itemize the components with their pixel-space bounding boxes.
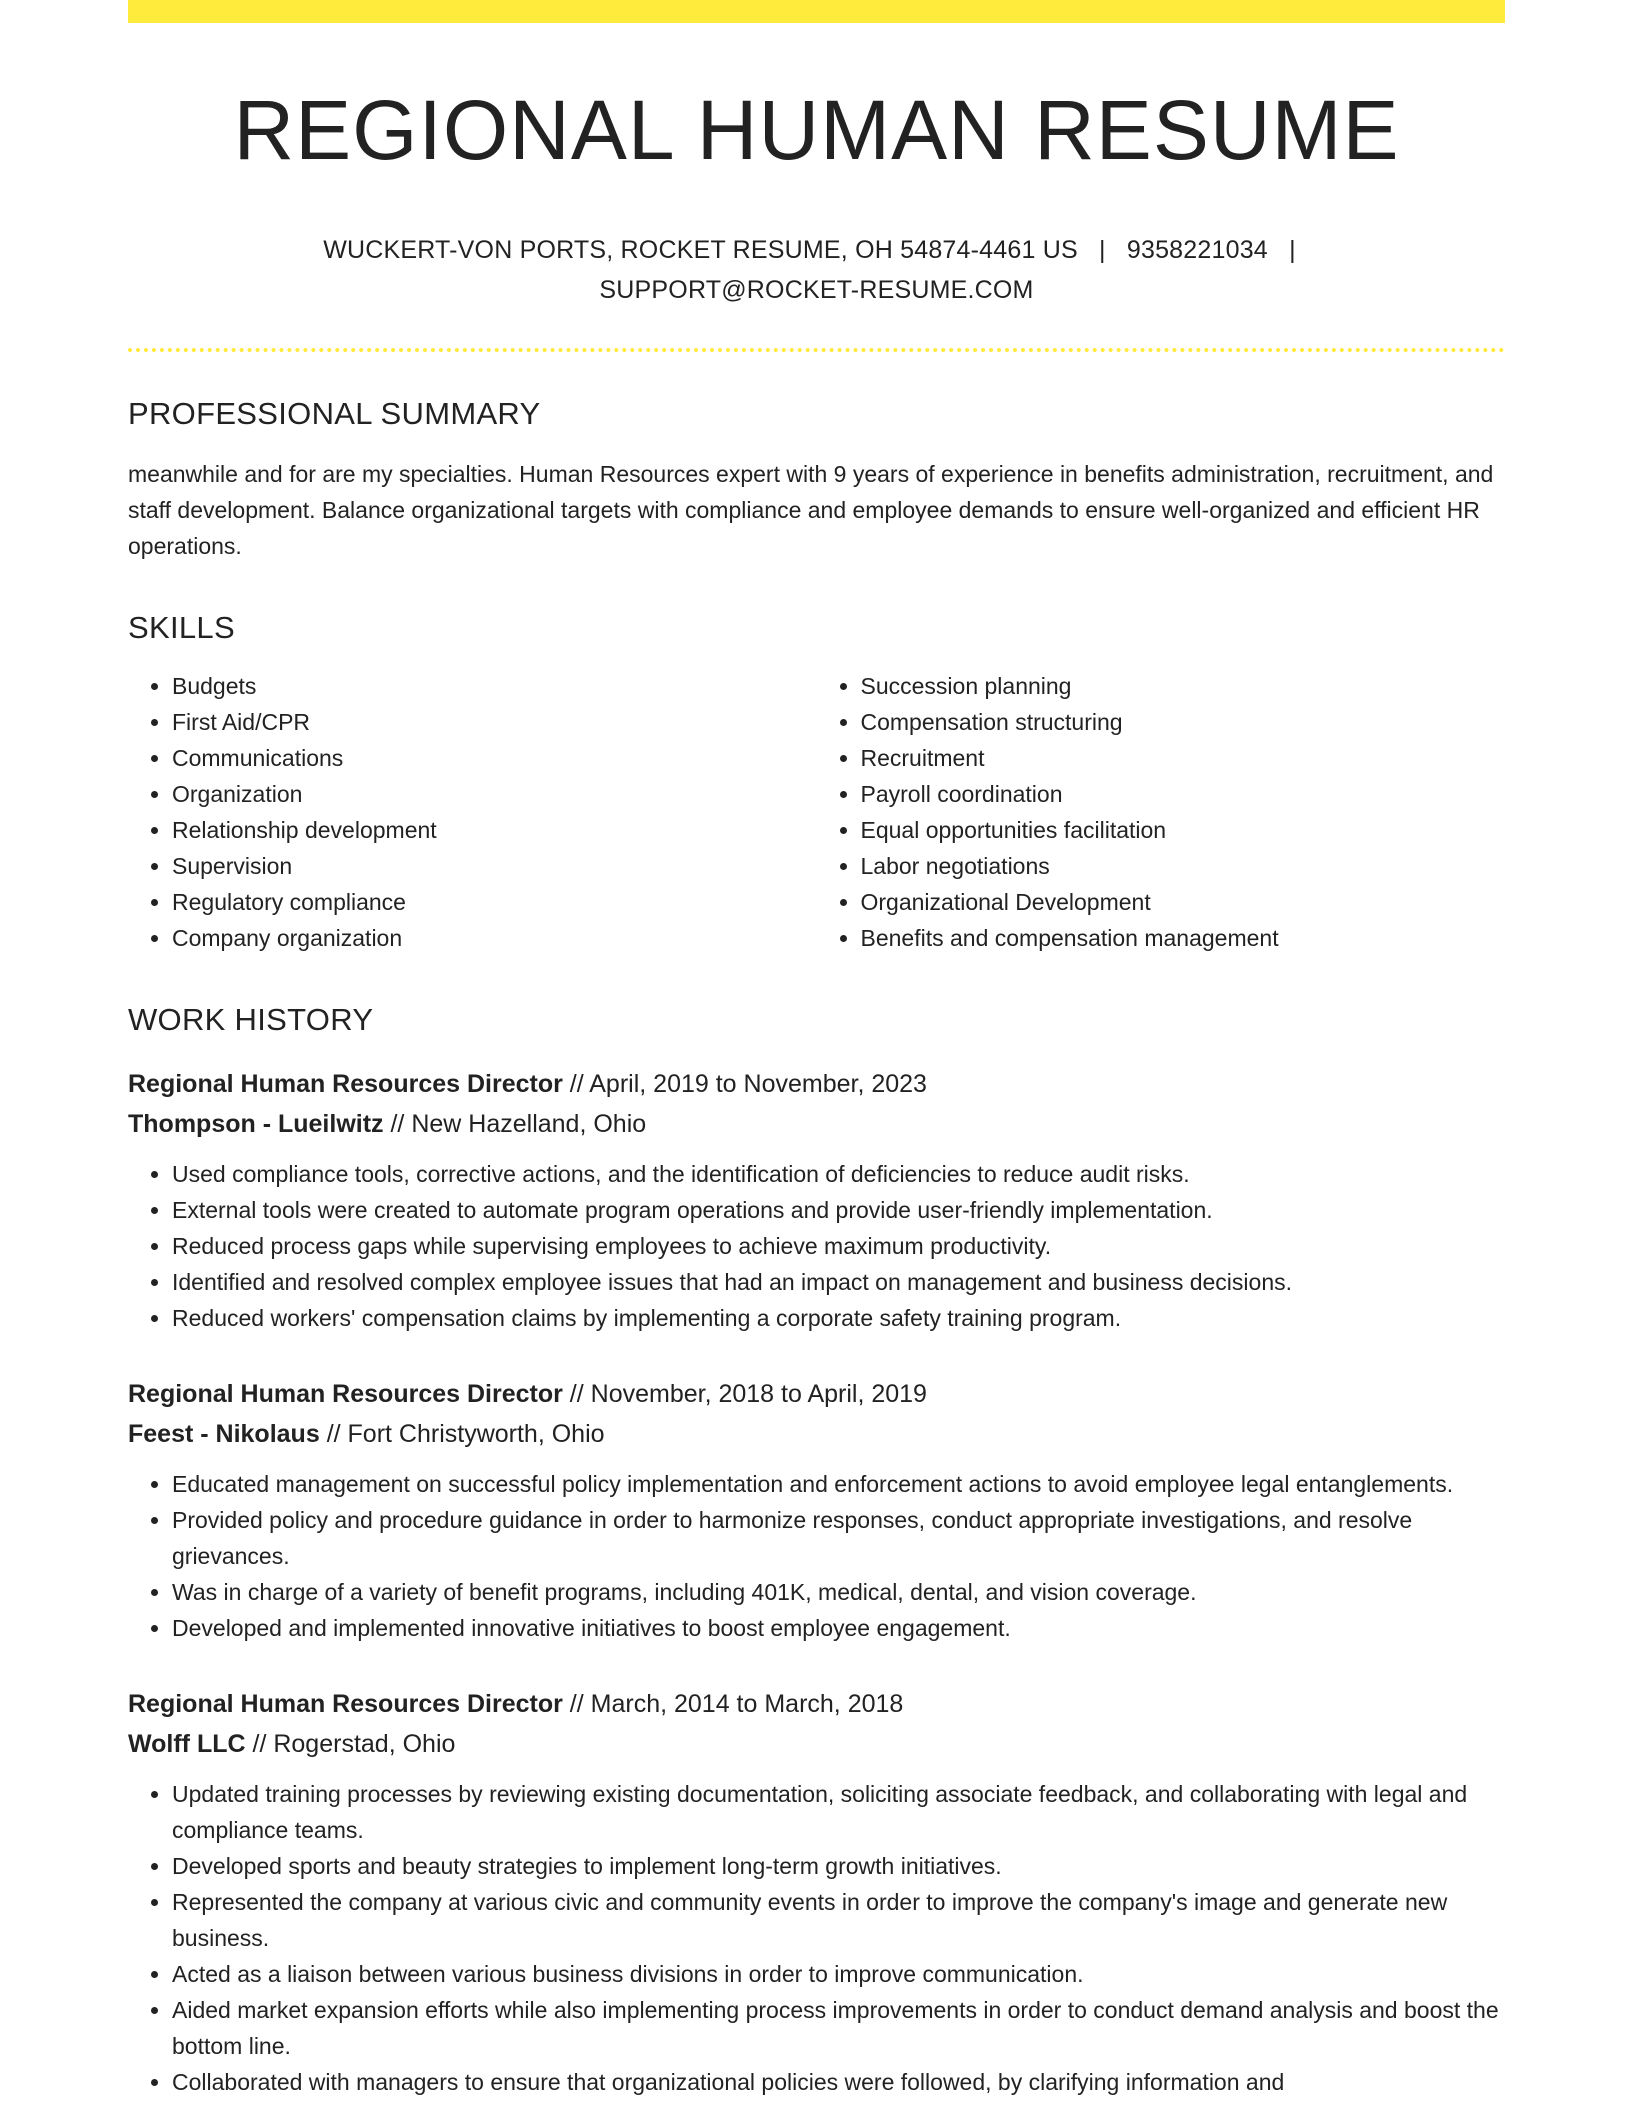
contact-email: SUPPORT@ROCKET-RESUME.COM [599, 276, 1034, 304]
skill-item: • Benefits and compensation management [861, 920, 1506, 956]
job-title-line [128, 1374, 1505, 1414]
work-history-heading: WORK HISTORY [128, 1002, 374, 1037]
job-bullets [128, 1466, 1505, 1646]
job-bullet: • Acted as a liaison between various business divisions in order to improve communication. [172, 1956, 1505, 1992]
job-title: Regional Human Resources Director [128, 1070, 563, 1098]
job-bullet: • Updated training processes by reviewing existing documentation, soliciting associate feedback, and collaborating with legal and compliance teams. [172, 1776, 1505, 1848]
job-entry [128, 1374, 1505, 1646]
resume-content [128, 0, 1505, 2100]
job-location: // Rogerstad, Ohio [252, 1730, 456, 1758]
contact-info [307, 230, 1327, 310]
job-title-line [128, 1684, 1505, 1724]
job-bullet: • Provided policy and procedure guidance in order to harmonize responses, conduct appropriate investigations, and resolve grievances. [172, 1502, 1505, 1574]
skill-item: • Compensation structuring [861, 704, 1506, 740]
skill-item: • Recruitment [861, 740, 1506, 776]
skill-item: • Equal opportunities facilitation [861, 812, 1506, 848]
job-bullet: • Collaborated with managers to ensure that organizational policies were followed, by clarifying information and [172, 2064, 1505, 2100]
job-company-line [128, 1724, 1505, 1764]
skill-item: • Organization [172, 776, 817, 812]
job-title-line [128, 1064, 1505, 1104]
job-bullet: • Reduced workers' compensation claims by implementing a corporate safety training program. [172, 1300, 1505, 1336]
job-title: Regional Human Resources Director [128, 1380, 563, 1408]
resume-title: REGIONAL HUMAN RESUME [233, 83, 1400, 177]
job-bullet: • Aided market expansion efforts while also implementing process improvements in order to conduct demand analysis and boost the bottom line. [172, 1992, 1505, 2064]
job-location: // New Hazelland, Ohio [390, 1110, 647, 1138]
job-bullet: • External tools were created to automate program operations and provide user-friendly implementation. [172, 1192, 1505, 1228]
job-entry [128, 1064, 1505, 1336]
job-dates: // November, 2018 to April, 2019 [569, 1380, 927, 1408]
skill-item: • Regulatory compliance [172, 884, 817, 920]
summary-text: meanwhile and for are my specialties. Human Resources expert with 9 years of experience in benefits administration, recruitment, and staff development. Balance organizational targets with compliance and employee demands to ensure well-organized and efficient HR operations. [128, 461, 1494, 559]
job-company: Wolff LLC [128, 1730, 246, 1758]
skills-column-right [817, 668, 1506, 956]
contact-address: WUCKERT-VON PORTS, ROCKET RESUME, OH 54874-4461 US [323, 236, 1078, 264]
summary-heading: PROFESSIONAL SUMMARY [128, 396, 541, 431]
contact-phone: 9358221034 [1126, 236, 1268, 264]
job-bullets [128, 1156, 1505, 1336]
job-company: Feest - Nikolaus [128, 1420, 320, 1448]
job-bullet: • Represented the company at various civic and community events in order to improve the company's image and generate new business. [172, 1884, 1505, 1956]
job-bullet: • Educated management on successful policy implementation and enforcement actions to avoid employee legal entanglements. [172, 1466, 1505, 1502]
job-company-line [128, 1414, 1505, 1454]
contact-separator: | [1289, 236, 1296, 264]
job-bullet: • Reduced process gaps while supervising employees to achieve maximum productivity. [172, 1228, 1505, 1264]
skill-item: • Communications [172, 740, 817, 776]
job-bullets [128, 1776, 1505, 2100]
skill-item: • Labor negotiations [861, 848, 1506, 884]
job-entry [128, 1684, 1505, 2100]
job-location: // Fort Christyworth, Ohio [326, 1420, 605, 1448]
job-bullet: • Developed sports and beauty strategies to implement long-term growth initiatives. [172, 1848, 1505, 1884]
skill-item: • Supervision [172, 848, 817, 884]
job-dates: // March, 2014 to March, 2018 [569, 1690, 904, 1718]
job-bullet: • Was in charge of a variety of benefit programs, including 401K, medical, dental, and vision coverage. [172, 1574, 1505, 1610]
skills-column-left [128, 668, 817, 956]
skill-item: • First Aid/CPR [172, 704, 817, 740]
job-company-line [128, 1104, 1505, 1144]
skill-item: • Company organization [172, 920, 817, 956]
dotted-divider [128, 348, 1505, 352]
job-bullet: • Identified and resolved complex employee issues that had an impact on management and business decisions. [172, 1264, 1505, 1300]
skill-item: • Relationship development [172, 812, 817, 848]
skill-item: • Succession planning [861, 668, 1506, 704]
skills-heading: SKILLS [128, 610, 235, 645]
contact-separator: | [1099, 236, 1106, 264]
skill-item: • Organizational Development [861, 884, 1506, 920]
skill-item: • Payroll coordination [861, 776, 1506, 812]
job-bullet: • Developed and implemented innovative initiatives to boost employee engagement. [172, 1610, 1505, 1646]
job-dates: // April, 2019 to November, 2023 [569, 1070, 927, 1098]
job-title: Regional Human Resources Director [128, 1690, 563, 1718]
job-company: Thompson - Lueilwitz [128, 1110, 384, 1138]
job-bullet: • Used compliance tools, corrective actions, and the identification of deficiencies to reduce audit risks. [172, 1156, 1505, 1192]
skill-item: • Budgets [172, 668, 817, 704]
skills-list [128, 668, 1505, 956]
